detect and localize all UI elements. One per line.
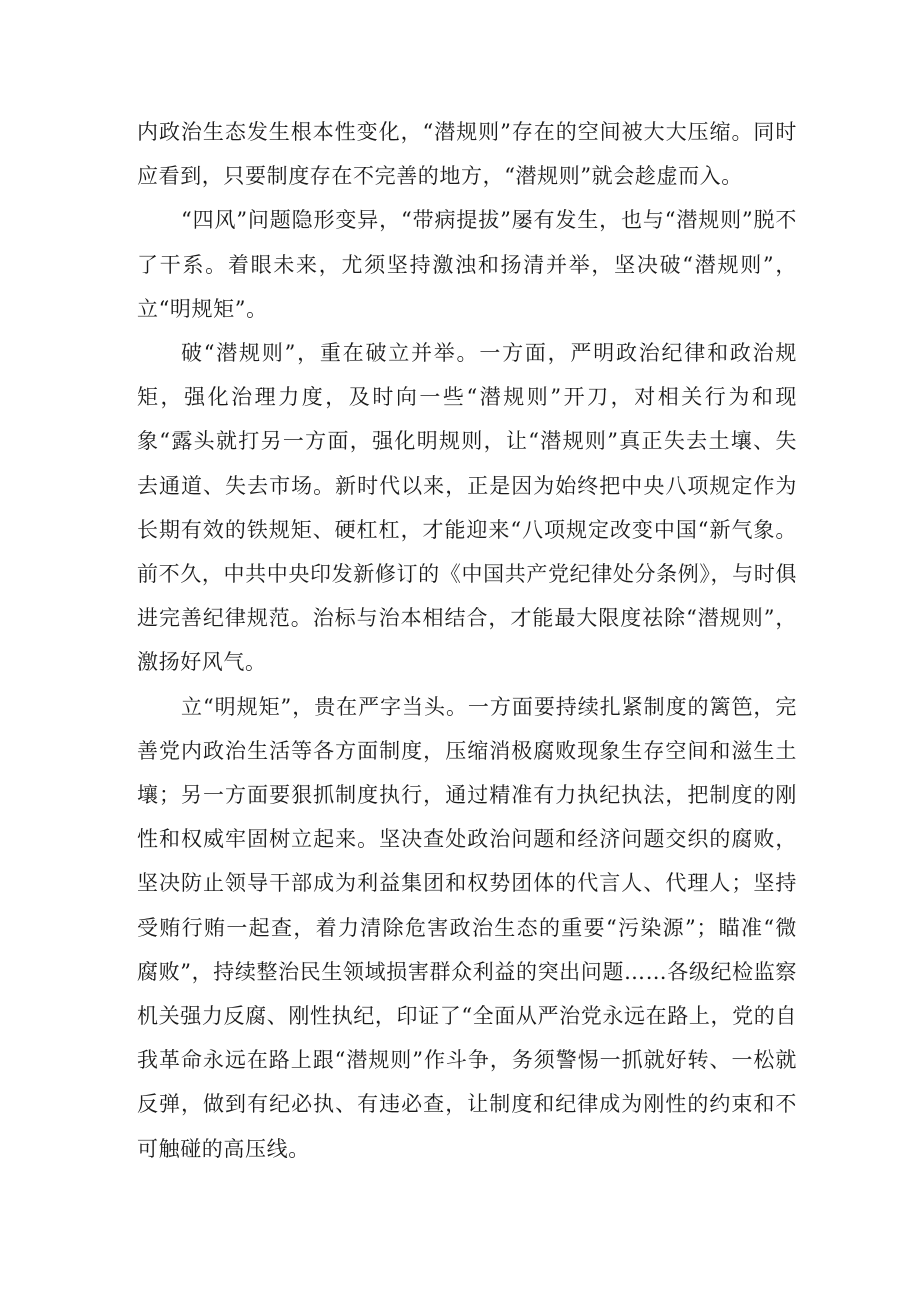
paragraph-establish-clear-rules: 立“明规矩”，贵在严字当头。一方面要持续扎紧制度的篱笆，完善党内政治生活等各方面制度，压缩消极腐败现象生存空间和滋生土壤；另一方面要狠抓制度执行，通过精准有力执纪执法，把制度的刚性和权威牢固树立起来。坚决查处政治问题和经济问题交织的腐败，坚决防止领导干部成为利益集团和权势团体的代言人、代理人；坚持受贿行贿一起查，着力清除危害政治生态的重要“污染源”；瞄准“微腐败”，持续整治民生领域损害群众利益的突出问题……各级纪检监察机关强力反腐、刚性执纪，印证了“全面从严治党永远在路上，党的自我革命永远在路上跟“潜规则”作斗争，务须警惕一抓就好转、一松就反弹，做到有纪必执、有违必查，让制度和纪律成为刚性的约束和不可触碰的高压线。	[137, 694, 797, 1161]
paragraph-continuation: 内政治生态发生根本性变化，“潜规则”存在的空间被大大压缩。同时应看到，只要制度存在不完善的地方，“潜规则”就会趁虚而入。	[137, 120, 797, 189]
document-body	[137, 110, 797, 1171]
paragraph-four-winds: “四风”问题隐形变异，“带病提拔”屡有发生，也与“潜规则”脱不了干系。着眼未来，尤须坚持激浊和扬清并举，坚决破“潜规则”，立“明规矩”。	[137, 208, 797, 321]
paragraph-break-hidden-rules: 破“潜规则”，重在破立并举。一方面，严明政治纪律和政治规矩，强化治理力度，及时向一些“潜规则”开刀，对相关行为和现象“露头就打另一方面，强化明规则，让“潜规则”真正失去土壤、失去通道、失去市场。新时代以来，正是因为始终把中央八项规定作为长期有效的铁规矩、硬杠杠，才能迎来“八项规定改变中国“新气象。前不久，中共中央印发新修订的《中国共产党纪律处分条例》，与时俱进完善纪律规范。治标与治本相结合，才能最大限度祛除“潜规则”，激扬好风气。	[137, 341, 797, 675]
